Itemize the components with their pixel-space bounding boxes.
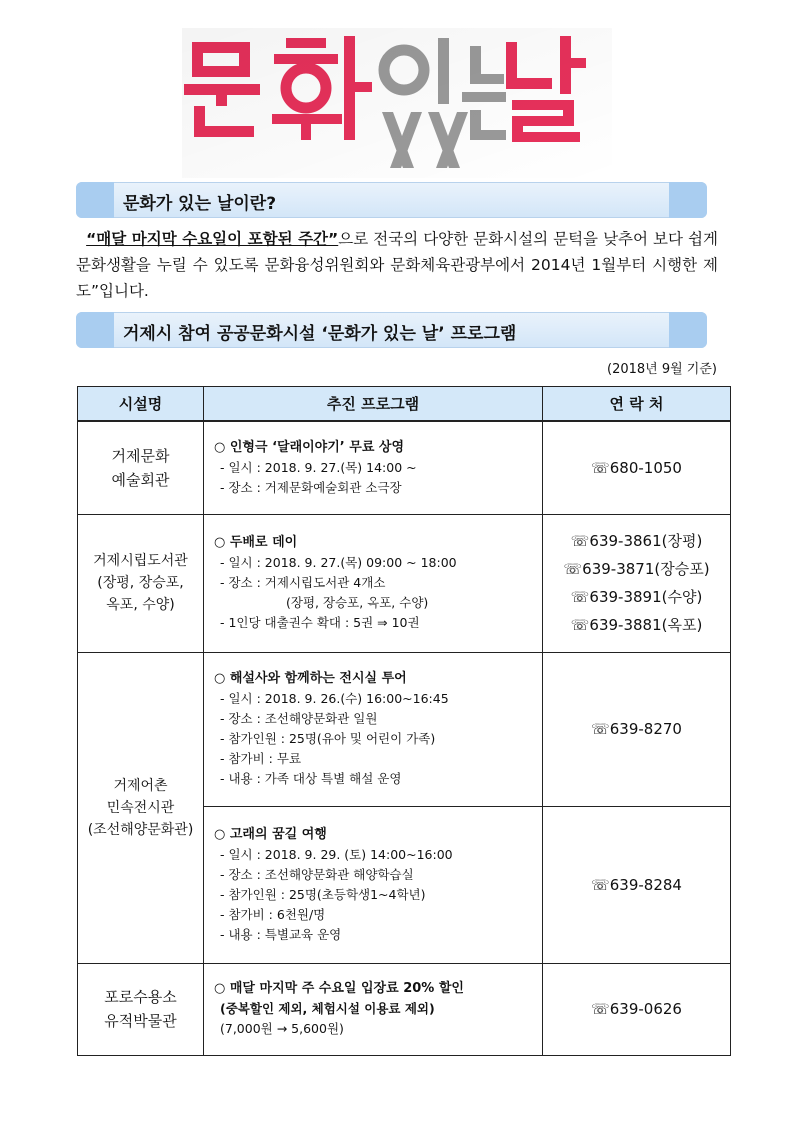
program-detail: - 내용 : 특별교육 운영 — [220, 926, 342, 942]
section-bar-about — [76, 182, 707, 218]
facility-cell — [78, 514, 204, 652]
logo — [182, 28, 612, 178]
program-title: ○ 매달 마지막 주 수요일 입장료 20% 할인 — [214, 981, 464, 996]
program-title: ○ 고래의 꿈길 여행 — [214, 826, 327, 842]
program-table — [77, 386, 731, 1056]
facility-name-line: 민속전시관 — [106, 799, 175, 816]
facility-name-line: 거제시립도서관 — [93, 553, 188, 569]
table-row — [78, 652, 731, 806]
program-detail: - 1인당 대출권수 확대 : 5권 ⇒ 10권 — [220, 615, 420, 630]
phone-number: ☏639-8270 — [591, 720, 682, 738]
phone-number: ☏639-3881(옥포) — [570, 616, 703, 634]
program-detail: - 일시 : 2018. 9. 27.(목) 14:00 ~ — [220, 459, 417, 475]
program-detail: - 장소 : 거제시립도서관 4개소 — [220, 575, 386, 590]
facility-name-line: 예술회관 — [111, 470, 170, 489]
intro-paragraph — [76, 226, 718, 304]
program-detail: - 참가비 : 6천원/명 — [220, 906, 326, 922]
program-title: ○ 인형극 ‘달래이야기’ 무료 상영 — [214, 439, 405, 455]
phone-number: ☏639-8284 — [591, 875, 682, 894]
program-title: ○ 두배로 데이 — [214, 535, 298, 550]
program-detail: - 참가인원 : 25명(유아 및 어린이 가족) — [220, 731, 436, 746]
program-cell — [204, 514, 543, 652]
intro-emphasis: “매달 마지막 수요일이 포함된 주간” — [86, 230, 339, 248]
facility-name-line: 유적박물관 — [104, 1012, 177, 1030]
program-detail: - 장소 : 조선해양문화관 해양학습실 — [220, 866, 414, 882]
table-header-row — [78, 387, 731, 422]
program-detail: (7,000원 → 5,600원) — [220, 1021, 344, 1036]
facility-name-line: 거제문화 — [111, 446, 170, 465]
phone-number: ☏639-3871(장승포) — [563, 560, 710, 578]
program-detail: - 장소 : 조선해양문화관 일원 — [220, 711, 378, 726]
header-facility: 시설명 — [78, 387, 204, 422]
phone-number: ☏639-3891(수양) — [570, 588, 703, 606]
section-tab-right — [669, 182, 707, 218]
program-detail: - 참가인원 : 25명(초등학생1~4학년) — [220, 886, 426, 902]
program-detail: - 내용 : 가족 대상 특별 해설 운영 — [220, 771, 402, 786]
program-detail: - 일시 : 2018. 9. 29. (토) 14:00~16:00 — [220, 846, 453, 862]
program-cell — [204, 421, 543, 514]
section-title-program: 거제시 참여 공공문화시설 ‘문화가 있는 날’ 프로그램 — [123, 324, 517, 344]
phone-number: ☏639-3861(장평) — [570, 532, 703, 550]
table-row — [78, 421, 731, 514]
section-title-about: 문화가 있는 날이란? — [123, 194, 277, 214]
section-tab-right — [669, 312, 707, 348]
header-program: 추진 프로그램 — [204, 387, 543, 422]
logo-graphic — [182, 28, 612, 178]
contact-cell — [543, 806, 731, 963]
intro-text: 으로 전국의 다양한 문화시설의 문턱을 낮추어 보다 쉽게 문화생활을 누릴 수 있도록 문화융성위원회와 문화체육관광부에서 2014년 1월부터 시행한 제도”입니다. — [76, 230, 719, 300]
program-cell — [204, 963, 543, 1055]
facility-cell — [78, 421, 204, 514]
program-detail: - 일시 : 2018. 9. 27.(목) 09:00 ~ 18:00 — [220, 555, 457, 570]
contact-cell — [543, 514, 731, 652]
table-row — [78, 514, 731, 652]
section-bar-program — [76, 312, 707, 348]
facility-name-line: 포로수용소 — [104, 988, 177, 1006]
facility-name-line: 옥포, 수양) — [106, 597, 175, 613]
contact-cell — [543, 421, 731, 514]
program-detail: - 장소 : 거제문화예술회관 소극장 — [220, 479, 402, 495]
program-cell — [204, 652, 543, 806]
program-title: ○ 해설사와 함께하는 전시실 투어 — [214, 671, 407, 686]
program-detail: - 일시 : 2018. 9. 26.(수) 16:00~16:45 — [220, 691, 449, 706]
facility-name-line: 거제어촌 — [113, 777, 168, 794]
program-detail: - 참가비 : 무료 — [220, 751, 302, 766]
contact-cell — [543, 963, 731, 1055]
section-tab-left — [76, 312, 114, 348]
facility-name-line: (조선해양문화관) — [87, 821, 194, 838]
phone-number: ☏639-0626 — [591, 1000, 682, 1018]
section-tab-left — [76, 182, 114, 218]
phone-number: ☏680-1050 — [591, 458, 682, 477]
program-detail: (장평, 장승포, 옥포, 수양) — [286, 595, 429, 610]
facility-name-line: (장평, 장승포, — [97, 575, 184, 591]
facility-cell — [78, 652, 204, 963]
facility-cell — [78, 963, 204, 1055]
table-row — [78, 963, 731, 1055]
contact-cell — [543, 652, 731, 806]
program-cell — [204, 806, 543, 963]
program-detail: (중복할인 제외, 체험시설 이용료 제외) — [220, 1001, 435, 1016]
basis-date: (2018년 9월 기준) — [607, 362, 717, 377]
header-contact: 연 락 처 — [543, 387, 731, 422]
